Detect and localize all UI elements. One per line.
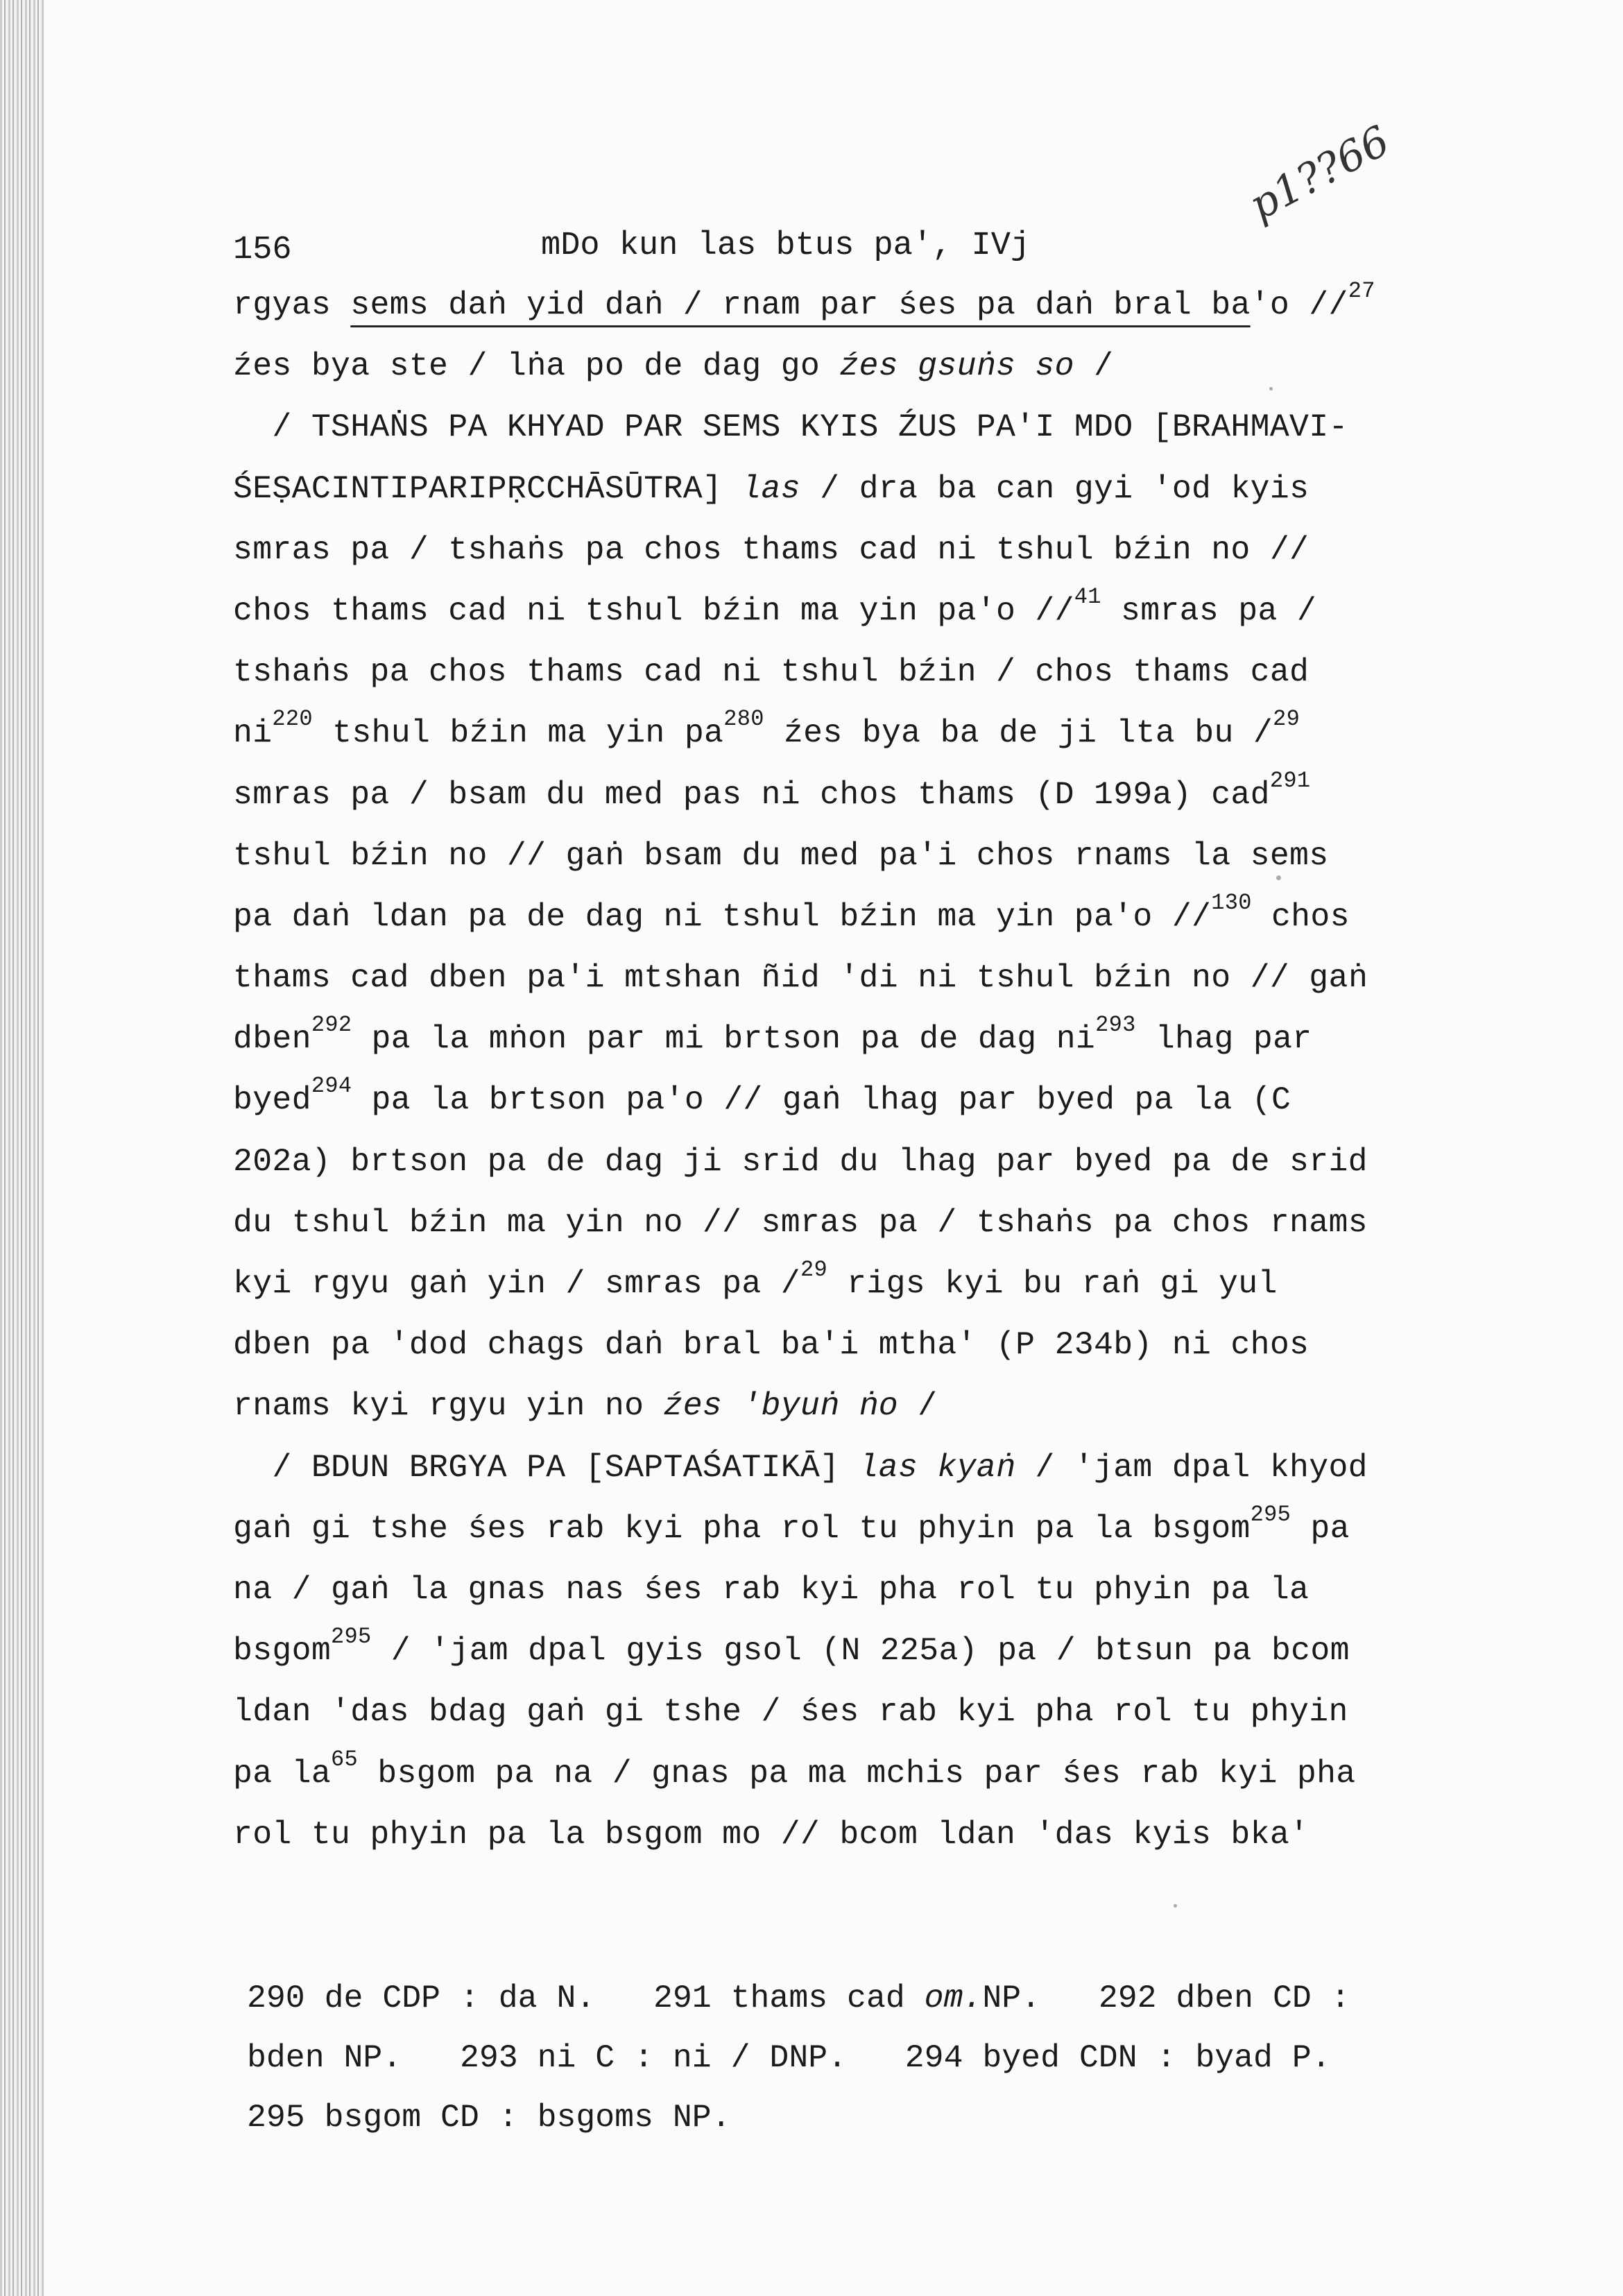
text-segment: na / gaṅ la gnas nas śes rab kyi pha rol tu phyin pa la <box>233 1570 1309 1608</box>
footnote-marker: 294 <box>311 1073 352 1099</box>
handwritten-annotation: p1??66 <box>1242 116 1398 230</box>
text-segment: smras pa / <box>1101 592 1317 629</box>
text-line <box>233 1437 1482 1498</box>
text-segment: / <box>898 1387 938 1425</box>
text-segment: gaṅ gi tshe śes rab kyi pha rol tu phyin pa la bsgom <box>233 1509 1251 1547</box>
footnote-marker: 29 <box>1273 706 1300 733</box>
text-segment: źes bya ste / lṅa po de dag go <box>233 348 840 385</box>
text-line <box>233 336 1482 397</box>
footnote-marker: 291 <box>1269 767 1311 794</box>
text-line <box>233 1804 1482 1865</box>
footnote-marker: 27 <box>1348 278 1375 304</box>
text-line <box>233 581 1482 642</box>
text-segment: kyi rgyu gaṅ yin / smras pa / <box>233 1265 800 1302</box>
text-segment: 202a) brtson pa de dag ji srid du lhag par byed pa de srid <box>233 1142 1368 1180</box>
text-line <box>233 764 1482 825</box>
binding-edge <box>0 0 44 2296</box>
text-segment: byed <box>233 1081 311 1119</box>
footnote-line <box>247 2028 1495 2088</box>
paper-speck <box>1276 875 1281 880</box>
text-line <box>233 1498 1482 1559</box>
footnote-marker: 41 <box>1074 583 1101 610</box>
text-segment: chos thams cad ni tshul bźin ma yin pa'o // <box>233 592 1074 629</box>
text-line <box>233 948 1482 1009</box>
text-segment: 290 de CDP : da N. 291 thams cad <box>247 1980 925 2016</box>
text-segment: rigs kyi bu raṅ gi yul <box>827 1265 1278 1302</box>
text-segment: pa <box>1291 1509 1350 1547</box>
text-line <box>233 1253 1482 1314</box>
text-segment: chos <box>1251 898 1350 935</box>
italic-text: las <box>741 470 800 507</box>
text-line <box>233 1131 1482 1192</box>
paper-speck <box>1174 1904 1177 1908</box>
text-segment: ldan 'das bdag gaṅ gi tshe / śes rab kyi pha rol tu phyin <box>233 1693 1348 1731</box>
text-line <box>233 459 1482 520</box>
text-segment: / 'jam dpal gyis gsol (N 225a) pa / btsun pa bcom <box>371 1632 1350 1670</box>
italic-text: om. <box>924 1980 983 2016</box>
text-segment: dben pa 'dod chags daṅ bral ba'i mtha' (P 234b) ni chos <box>233 1326 1309 1364</box>
footnote-marker: 292 <box>311 1012 352 1038</box>
text-segment: tshul bźin no // gaṅ bsam du med pa'i chos rnams la sems <box>233 837 1329 874</box>
text-segment: / BDUN BRGYA PA [SAPTAŚATIKĀ] <box>233 1448 859 1486</box>
text-segment: du tshul bźin ma yin no // smras pa / tshaṅs pa chos rnams <box>233 1203 1368 1241</box>
text-segment: pa la mṅon par mi brtson pa de dag ni <box>352 1020 1096 1058</box>
footnote-marker: 29 <box>800 1257 827 1283</box>
text-segment: smras pa / tshaṅs pa chos thams cad ni tshul bźin no // <box>233 531 1309 568</box>
text-line <box>233 1009 1482 1070</box>
text-line <box>233 642 1482 703</box>
footnote-line <box>247 2088 1495 2148</box>
text-line <box>233 1743 1482 1804</box>
text-segment: rgyas <box>233 286 351 323</box>
text-segment: lhag par <box>1135 1020 1312 1058</box>
text-line <box>233 703 1482 764</box>
paper-speck <box>1269 387 1273 391</box>
text-segment: pa la brtson pa'o // gaṅ lhag par byed pa la (C <box>352 1081 1291 1119</box>
italic-text: źes gsuṅs so <box>839 348 1074 385</box>
text-segment: / dra ba can gyi 'od kyis <box>800 470 1309 507</box>
text-line <box>233 1559 1482 1620</box>
running-head: mDo kun las btus pa', IVj <box>541 228 1031 264</box>
text-segment: rnams kyi rgyu yin no <box>233 1387 664 1425</box>
text-segment: pa la <box>233 1754 332 1792</box>
text-line <box>233 397 1482 458</box>
italic-text: źes 'byuṅ ṅo <box>663 1387 898 1425</box>
text-line <box>233 1681 1482 1742</box>
text-segment: dben <box>233 1020 311 1058</box>
text-segment: ni <box>233 714 273 752</box>
italic-text: las kyaṅ <box>859 1448 1016 1486</box>
footnote-marker: 65 <box>331 1746 359 1772</box>
footnote-marker: 293 <box>1095 1012 1136 1038</box>
text-segment: pa daṅ ldan pa de dag ni tshul bźin ma yin pa'o // <box>233 898 1212 935</box>
text-segment: 295 bsgom CD : bsgoms NP. <box>247 2099 731 2136</box>
text-line <box>233 1314 1482 1376</box>
text-segment: / <box>1074 348 1114 385</box>
footnote-marker: 280 <box>723 706 764 733</box>
text-line <box>233 1376 1482 1437</box>
text-segment: rol tu phyin pa la bsgom mo // bcom ldan 'das kyis bka' <box>233 1815 1309 1853</box>
text-segment: bsgom pa na / gnas pa ma mchis par śes rab kyi pha <box>358 1754 1356 1792</box>
text-segment: ŚEṢACINTIPARIPṚCCHĀSŪTRA] <box>233 470 742 507</box>
text-segment: bsgom <box>233 1632 332 1670</box>
footnote-marker: 130 <box>1211 889 1252 916</box>
footnotes <box>247 1969 1495 2148</box>
body-text <box>233 275 1482 1865</box>
footnote-marker: 220 <box>272 706 313 733</box>
text-segment: tshaṅs pa chos thams cad ni tshul bźin / chos thams cad <box>233 653 1309 691</box>
text-line <box>233 520 1482 581</box>
text-segment: smras pa / bsam du med pas ni chos thams (D 199a) cad <box>233 776 1270 813</box>
text-line <box>233 825 1482 886</box>
text-line <box>233 1070 1482 1131</box>
text-segment: NP. 292 dben CD : <box>982 1980 1350 2016</box>
footnote-line <box>247 1969 1495 2028</box>
text-segment: 'o // <box>1250 286 1348 323</box>
text-line <box>233 886 1482 948</box>
text-segment: bden NP. 293 ni C : ni / DNP. 294 byed CDN : byad P. <box>247 2039 1331 2076</box>
underlined-text: sems daṅ yid daṅ / rnam par śes pa daṅ bral ba <box>350 286 1251 323</box>
text-line <box>233 275 1482 336</box>
text-segment: źes bya ba de ji lta bu / <box>764 714 1273 752</box>
text-line <box>233 1192 1482 1253</box>
text-segment: tshul bźin ma yin pa <box>312 714 724 752</box>
page-number: 156 <box>233 232 292 268</box>
text-segment: / TSHAṄS PA KHYAD PAR SEMS KYIS ŹUS PA'I MDO [BRAHMAVI- <box>233 409 1348 446</box>
text-line <box>233 1620 1482 1681</box>
footnote-marker: 295 <box>1250 1501 1291 1527</box>
text-segment: thams cad dben pa'i mtshan ñid 'di ni tshul bźin no // gaṅ <box>233 959 1368 997</box>
footnote-marker: 295 <box>331 1624 372 1650</box>
text-segment: / 'jam dpal khyod <box>1015 1448 1368 1486</box>
